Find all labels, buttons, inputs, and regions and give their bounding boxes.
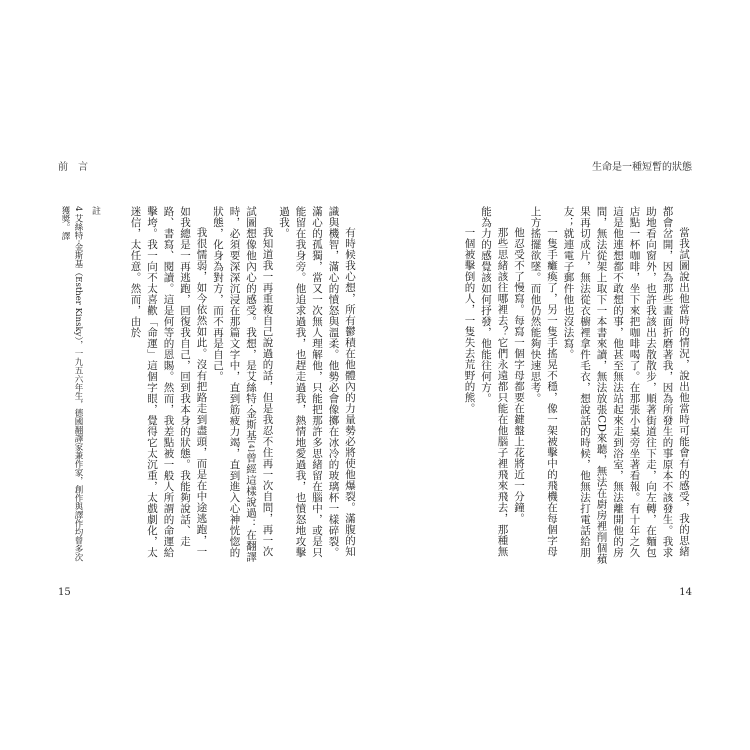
running-head-left: 前 言 [58, 162, 88, 173]
paragraph: 一個被擊倒的人，一隻失去荒野的熊。 [463, 227, 476, 414]
paragraph: 有時候我心想，所有鬱積在他體內的力量勢必將使他爆裂。滿腹的知識與機智，滿心的憤怒與溫柔。他勢必會像擲在冰冷的玻璃杯一樣碎裂。滿心的孤獨，當又一次無人理解他，只能把那許多思緒留在腦中，或是只能留在我身旁。他追求過我，也趕走過我，熱情地愛過我，也憤怒地攻擊過我。 [278, 206, 356, 558]
paragraph: 當我試圖說出他當時的情況，說出他當時可能會有的感受，我的思緒都會岔開，因為那些畫面折磨著我，因為所發生的事原本不該發生。我求助地看向窗外，也許我該出去散散步，順著街道往下走，向左轉，在麵包店點一杯咖啡，坐下來把咖啡喝了。在那張小桌旁坐著看報。有十年之久這是他連想都不敢想的事，他甚至無法站起來走到浴室，無法離開他的房間，無法從架上取下一本書來讀，無法放張CD來聽，無法在廚房裡削個蘋果再切成片，無法從衣櫥裡拿件毛衣，想說話的時候，他無法打電話給朋友；就連電子郵件他也沒法寫。 [562, 206, 690, 565]
paragraph: 那些思緒該往哪裡去？它們永遠都只能在他腦子裡飛來飛去，那種無能為力的感覺該如何抒發，他能往何方。 [480, 206, 509, 557]
footnote-marker: [4] [247, 440, 255, 453]
page-number-right: 14 [679, 587, 692, 598]
page-number-left: 15 [58, 587, 71, 598]
right-page-body [392, 206, 692, 566]
footnote-label: 註 [90, 206, 100, 215]
paragraph-text: 我知道我一再重複自己說過的話，但是我忍不住再一次自問，再一次試圖想像他內心的感受。我想，是艾絲特·金斯基 [245, 206, 274, 557]
running-head-right: 生命是一種短暫的狀態 [592, 162, 692, 173]
footnote-area [58, 206, 101, 566]
paragraph-text: 曾經這樣說過：在翻譯時，必須要深深沉浸在那篇文字中，直到筋疲力竭，直到進入心神恍惚的狀態，化身為對方，而不再是自己。 [212, 206, 257, 563]
paragraph [210, 206, 276, 566]
left-page [58, 148, 358, 600]
footnote-text: 4 艾絲特·金斯基（Esther Kinsky），一九五六年生，德國翻譯家兼作家，創作與譯作均曾多次獲獎。譯 [60, 206, 83, 562]
left-page-body [58, 206, 358, 566]
paragraph: 一隻手癱瘓了，另一隻手搖晃不穩，像一架被擊中的飛機在每個字母上方搖擺欲墜。而他仍然能夠快速思考。 [529, 206, 558, 557]
paragraph: 他忍受不了慢寫。每寫一個字母都要在鍵盤上花將近一分鐘。 [513, 227, 525, 524]
paragraph: 我很懦弱，如今依然如此。沒有把路走到盡頭，而是在中途逃跑，一如我總是一再逃跑，回復我自己，回到我本身的狀態。我能夠說話、走路、書寫、閱讀。這是何等的恩賜。然而，我差點被一般人所謂的命運給擊垮。我一向不太喜歡「命運」這個字眼，覺得它太沉重，太戲劇化，太迷信，太任意。然而，由於 [129, 206, 208, 558]
right-page [392, 148, 692, 600]
